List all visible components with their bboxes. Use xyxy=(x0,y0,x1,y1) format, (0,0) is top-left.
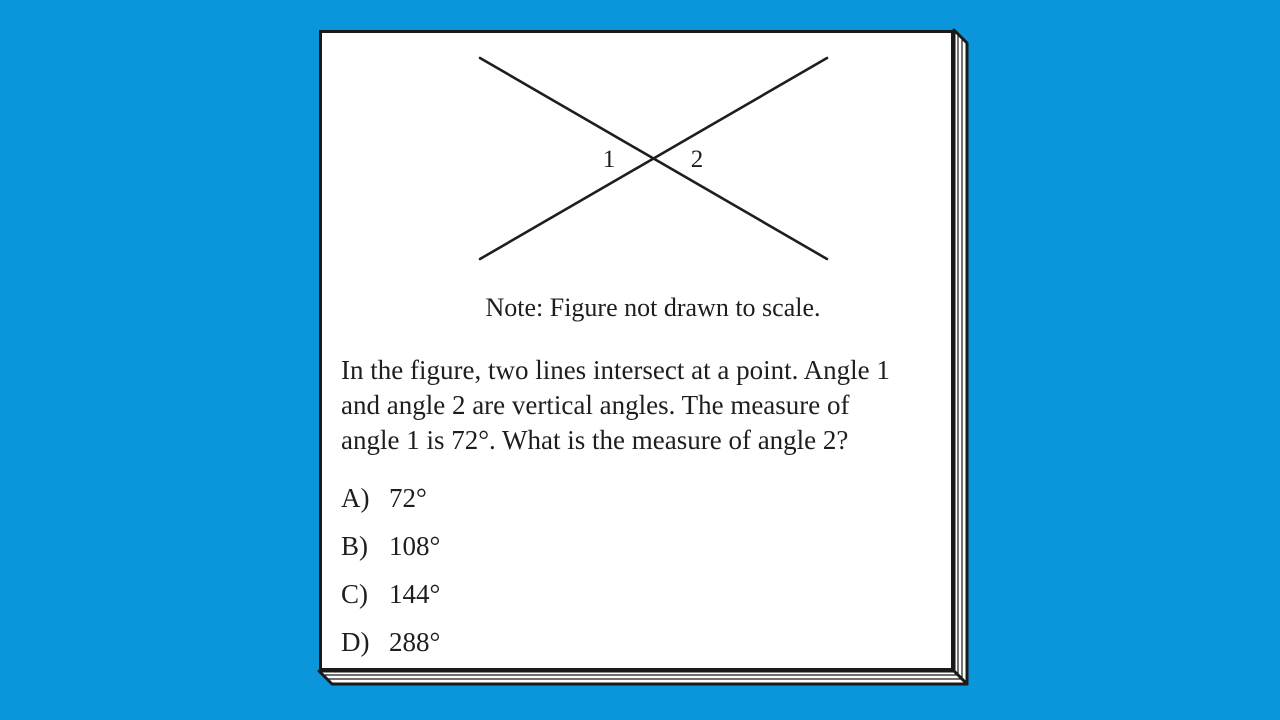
question-text xyxy=(341,353,941,458)
choice-value: 108° xyxy=(389,531,441,561)
question-line: and angle 2 are vertical angles. The measure of xyxy=(341,390,850,420)
choice-d[interactable] xyxy=(341,622,641,670)
choice-value: 288° xyxy=(389,627,441,657)
choice-c[interactable] xyxy=(341,574,641,622)
choice-value: 144° xyxy=(389,579,441,609)
choice-a[interactable] xyxy=(341,478,641,526)
choice-letter: D) xyxy=(341,627,370,657)
question-line: In the figure, two lines intersect at a point. Angle 1 xyxy=(341,355,890,385)
choice-letter: C) xyxy=(341,579,368,609)
angle-1-label: 1 xyxy=(602,146,616,173)
figure-note: Note: Figure not drawn to scale. xyxy=(485,293,821,322)
choice-letter: B) xyxy=(341,531,368,561)
question-line: angle 1 is 72°. What is the measure of angle 2? xyxy=(341,425,849,455)
answer-choices xyxy=(341,478,641,670)
intersecting-lines-figure xyxy=(319,30,954,290)
angle-2-label: 2 xyxy=(690,146,704,173)
choice-letter: A) xyxy=(341,483,370,513)
choice-b[interactable] xyxy=(341,526,641,574)
choice-value: 72° xyxy=(389,483,427,513)
